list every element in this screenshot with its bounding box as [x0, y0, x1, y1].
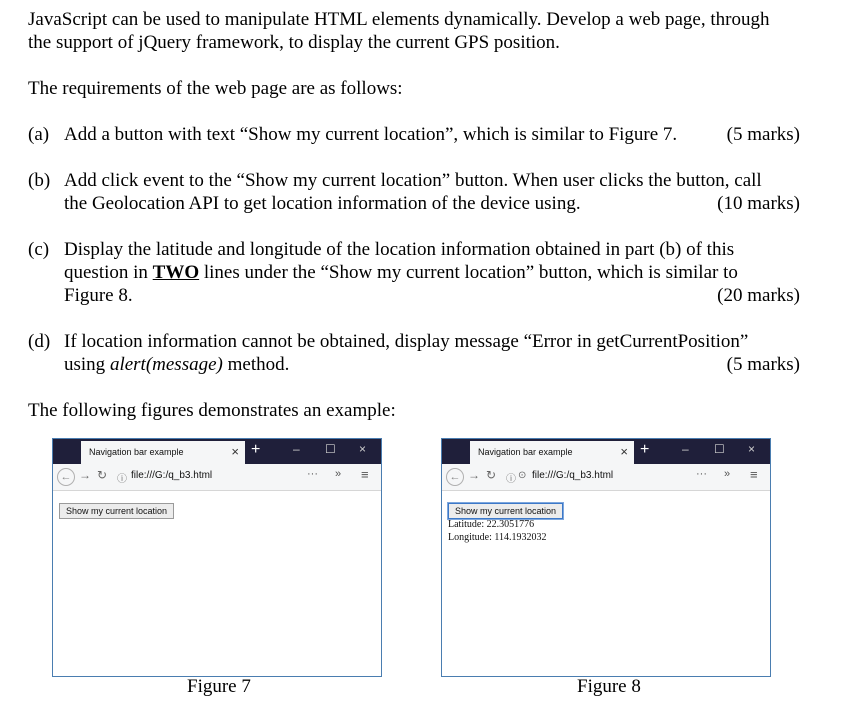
navigation-bar [53, 464, 381, 491]
item-text-line: the Geolocation API to get location information of the device using. [64, 193, 581, 214]
item-marks: (5 marks) [726, 124, 800, 145]
show-location-button[interactable]: Show my current location [448, 503, 563, 519]
forward-icon[interactable]: → [79, 468, 91, 482]
overflow-icon[interactable]: » [724, 468, 731, 480]
site-info-icon[interactable]: ⓘ [117, 474, 127, 485]
browser-window-figure-7 [52, 438, 382, 677]
intro-line-1: JavaScript can be used to manipulate HTML elements dynamically. Develop a web page, through [28, 9, 770, 30]
reload-icon[interactable]: ↻ [486, 468, 497, 482]
maximize-icon[interactable]: ☐ [714, 442, 725, 456]
close-tab-icon[interactable]: × [620, 444, 628, 459]
minimize-icon[interactable]: – [293, 442, 300, 456]
item-label: (a) [28, 124, 50, 145]
item-text-line: Add click event to the “Show my current location” button. When user clicks the button, call [64, 170, 762, 191]
title-bar [53, 439, 381, 464]
requirement-c [28, 238, 800, 307]
close-tab-icon[interactable]: × [231, 444, 239, 459]
tab-title: Navigation bar example [89, 447, 184, 457]
navigation-bar [442, 464, 770, 491]
item-label: (b) [28, 170, 51, 191]
minimize-icon[interactable]: – [682, 442, 689, 456]
requirements-heading: The requirements of the web page are as follows: [28, 78, 403, 99]
intro-line-2: the support of jQuery framework, to display the current GPS position. [28, 32, 560, 53]
item-text-line: Display the latitude and longitude of the location information obtained in part (b) of this [64, 239, 735, 260]
browser-tab[interactable] [81, 441, 245, 464]
title-bar [442, 439, 770, 464]
page-actions-icon[interactable]: ··· [696, 468, 707, 480]
item-text-line: Figure 8. [64, 285, 133, 306]
browser-window-figure-8 [441, 438, 771, 677]
requirement-a [28, 123, 800, 146]
item-label: (d) [28, 331, 51, 352]
location-permission-icon[interactable]: ⊙ [518, 470, 527, 481]
item-marks: (20 marks) [717, 285, 800, 306]
new-tab-icon[interactable]: + [251, 441, 261, 458]
show-location-button[interactable]: Show my current location [59, 503, 174, 519]
maximize-icon[interactable]: ☐ [325, 442, 336, 456]
item-marks: (5 marks) [726, 354, 800, 375]
item-text-line: question in TWO lines under the “Show my current location” button, which is similar to [64, 262, 738, 283]
browser-tab[interactable] [470, 441, 634, 464]
item-label: (c) [28, 239, 50, 260]
new-tab-icon[interactable]: + [640, 441, 650, 458]
forward-icon[interactable]: → [468, 468, 480, 482]
requirement-d: (d) If location information cannot be obtained, display message “Error in getCurrentPosition” using alert(message) method. (5 marks) [28, 331, 800, 375]
close-window-icon[interactable]: × [748, 442, 756, 456]
menu-icon[interactable]: ≡ [750, 467, 758, 482]
tab-title: Navigation bar example [478, 447, 573, 457]
latitude-text: Latitude: 22.3051776 [448, 519, 535, 530]
back-icon[interactable]: ← [446, 468, 464, 486]
method-name: alert(message) [109, 354, 223, 375]
overflow-icon[interactable]: » [335, 468, 342, 480]
requirement-b [28, 169, 800, 215]
menu-icon[interactable]: ≡ [361, 467, 369, 482]
longitude-text: Longitude: 114.1932032 [448, 532, 547, 543]
figure-8-caption: Figure 8 [577, 676, 641, 697]
item-text-line: If location information cannot be obtained, display message “Error in getCurrentPosition” [64, 331, 749, 352]
url-bar[interactable]: file:///G:/q_b3.html [131, 470, 213, 481]
figures-heading: The following figures demonstrates an example: [28, 400, 396, 421]
reload-icon[interactable]: ↻ [97, 468, 108, 482]
back-icon[interactable]: ← [57, 468, 75, 486]
figure-7-caption: Figure 7 [187, 676, 251, 697]
close-window-icon[interactable]: × [359, 442, 367, 456]
page-actions-icon[interactable]: ··· [307, 468, 318, 480]
url-bar[interactable]: file:///G:/q_b3.html [532, 470, 614, 481]
site-info-icon[interactable]: ⓘ [506, 474, 516, 485]
item-text: Add a button with text “Show my current location”, which is similar to Figure 7. [64, 124, 678, 145]
item-marks: (10 marks) [717, 193, 800, 214]
emphasis-two: TWO [152, 262, 200, 283]
intro-paragraph [28, 8, 800, 54]
